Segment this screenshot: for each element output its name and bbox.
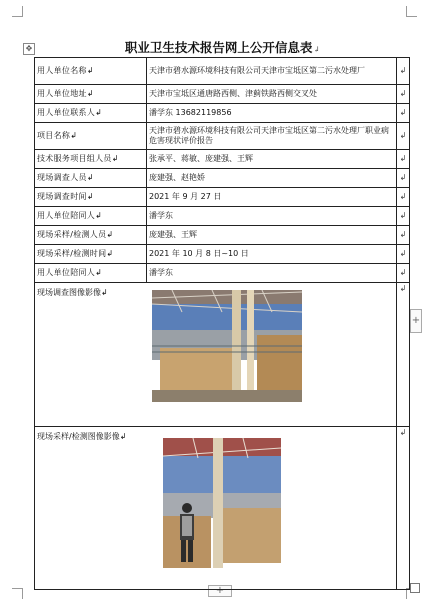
table-move-handle-icon[interactable]: ✥ [23,43,35,55]
table-row [35,245,410,264]
row-label: 用人单位陪同人↲ [35,207,147,226]
row-value[interactable]: 天津市碧水源环境科技有限公司天津市宝坻区第二污水处理厂 [147,58,397,85]
paragraph-mark: ↲ [313,45,321,54]
table-row [35,169,410,188]
row-value[interactable]: 庞建强、赵艳娇 [147,169,397,188]
margin-corner-mark [12,588,23,599]
row-label: 现场调查人员↲ [35,169,147,188]
row-label: 用人单位地址↲ [35,85,147,104]
row-value[interactable]: 2021 年 10 月 8 日~10 日 [147,245,397,264]
table-row [35,150,410,169]
row-label: 现场采样/检测人员↲ [35,226,147,245]
row-end-mark: ↲ [397,85,410,104]
row-label: 用人单位名称↲ [35,58,147,85]
row-value[interactable]: 天津市宝坻区通唐路西侧、津蓟铁路西侧交叉处 [147,85,397,104]
image-section-label: 现场采样/检测图像影像 [37,432,120,441]
row-label: 技术服务项目组人员↲ [35,150,147,169]
table-row [35,188,410,207]
row-value[interactable]: 张承平、蒋敏、庞建强、王辉 [147,150,397,169]
row-end-mark: ↲ [397,226,410,245]
row-end-mark: ↲ [397,150,410,169]
image-section-cell[interactable]: 现场调查图像影像↲ [35,283,397,427]
row-value[interactable]: 潘学东 [147,264,397,283]
row-end-mark: ↲ [397,188,410,207]
sampling-photo [163,438,281,568]
photo-panels [223,508,281,563]
table-row [35,123,410,150]
page-title [35,38,410,56]
row-end-mark: ↲ [397,123,410,150]
add-row-handle-icon[interactable]: + [208,585,232,597]
image-section-cell[interactable]: 现场采样/检测图像影像↲ [35,427,397,590]
title-text: 职业卫生技术报告网上公开信息表 [124,40,313,55]
row-label: 项目名称↲ [35,123,147,150]
row-label: 用人单位联系人↲ [35,104,147,123]
row-label: 用人单位陪同人↲ [35,264,147,283]
table-resize-handle-icon[interactable] [410,583,420,593]
table-row [35,207,410,226]
row-value[interactable]: 2021 年 9 月 27 日 [147,188,397,207]
margin-corner-mark [406,6,417,17]
row-end-mark: ↲ [397,245,410,264]
margin-corner-mark [12,6,23,17]
table-row [35,264,410,283]
row-end-mark: ↲ [397,58,410,85]
row-end-mark: ↲ [397,207,410,226]
row-end-mark: ↲ [397,169,410,188]
row-end-mark: ↲ [397,264,410,283]
row-end-mark: ↲ [397,104,410,123]
row-end-mark: ↲ [397,283,410,427]
site-survey-photo [152,290,302,402]
row-value[interactable]: 潘学东 [147,207,397,226]
row-end-mark: ↲ [397,427,410,590]
table-row [35,85,410,104]
table-row [35,226,410,245]
photo-ground [152,390,302,402]
photo-column [213,438,223,568]
row-value[interactable]: 潘学东 13682119856 [147,104,397,123]
row-label: 现场采样/检测时间↲ [35,245,147,264]
row-value[interactable]: 庞建强、王辉 [147,226,397,245]
image-section-label: 现场调查图像影像 [37,288,101,297]
row-value[interactable]: 天津市碧水源环境科技有限公司天津市宝坻区第二污水处理厂职业病危害现状评价报告 [147,123,397,150]
table-row [35,58,410,85]
row-label: 现场调查时间↲ [35,188,147,207]
add-column-handle-icon[interactable]: + [410,309,422,333]
table-row [35,104,410,123]
